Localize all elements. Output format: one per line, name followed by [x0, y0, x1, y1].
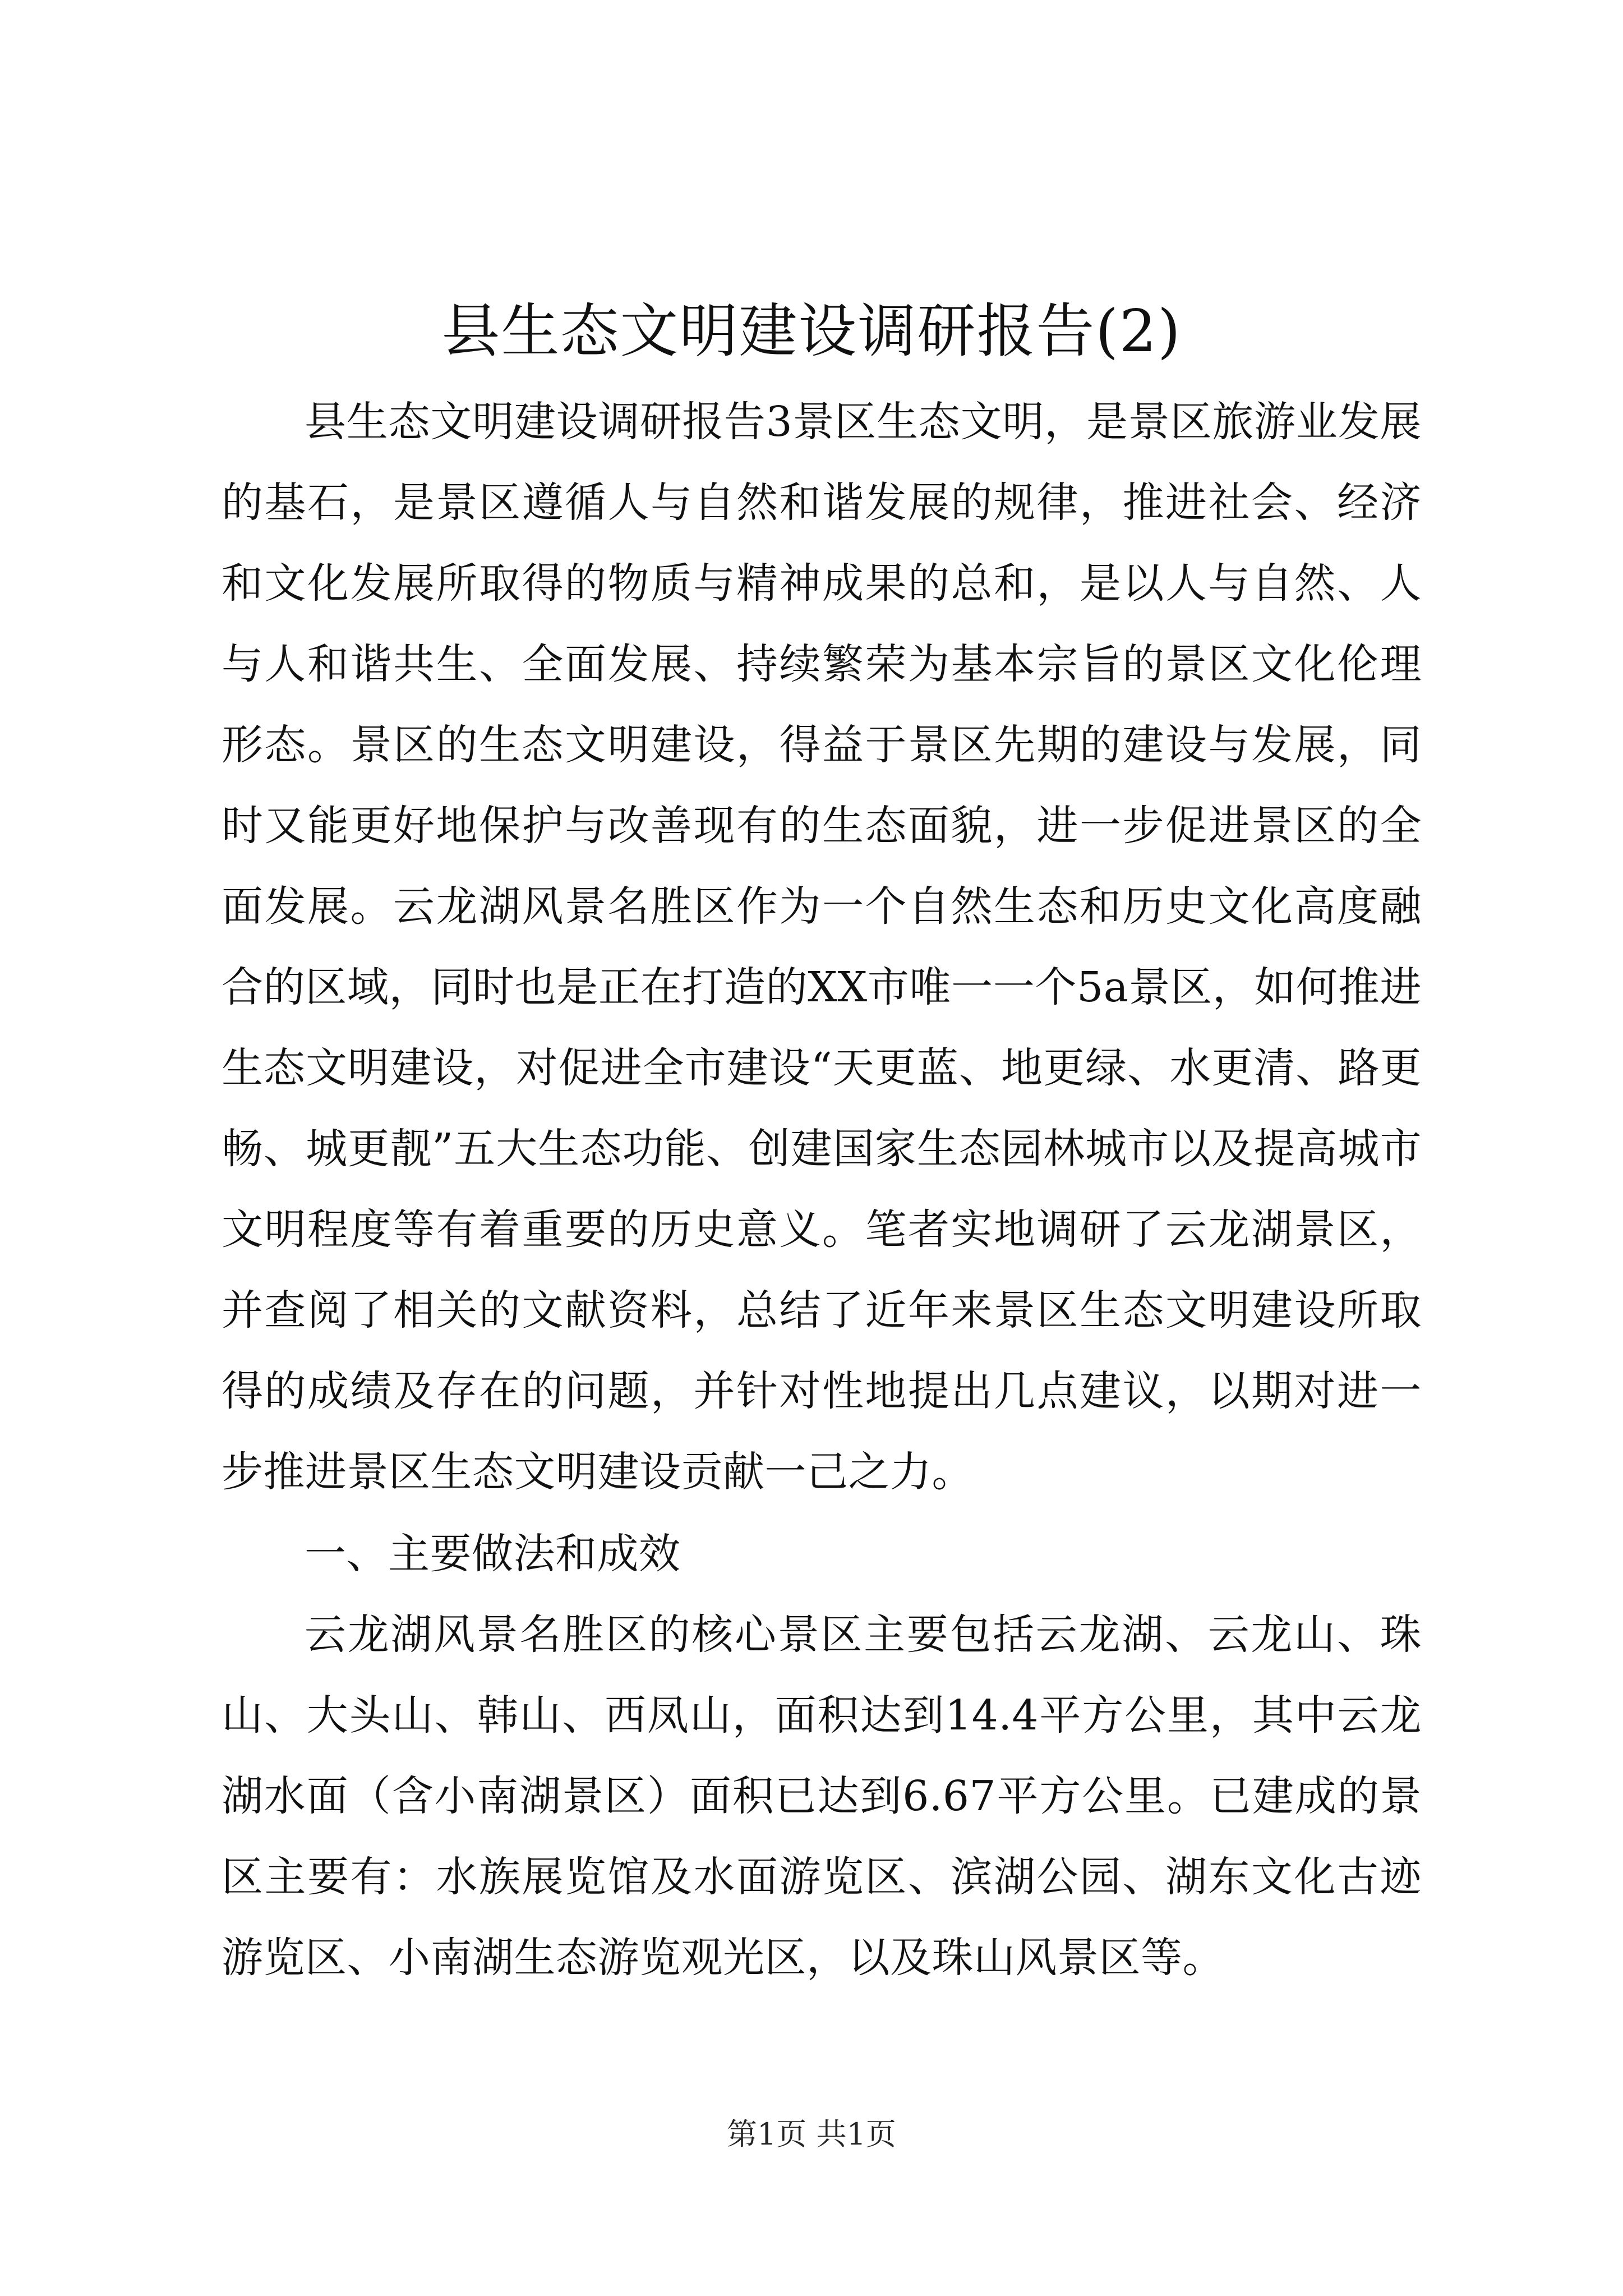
- document-body: [222, 381, 1422, 1998]
- document-title: 县生态文明建设调研报告(2): [441, 297, 1182, 365]
- section-heading: 一、主要做法和成效: [305, 1530, 681, 1578]
- section-body-paragraph: 云龙湖风景名胜区的核心景区主要包括云龙湖、云龙山、珠山、大头山、韩山、西凤山，面积达到14.4平方公里，其中云龙湖水面（含小南湖景区）面积已达到6.67平方公里。已建成的景区主要有：水族展览馆及水面游览区、滨湖公园、湖东文化古迹游览区、小南湖生态游览观光区，以及珠山风景区等。: [222, 1611, 1422, 1982]
- page-footer: 第1页 共1页: [727, 2116, 896, 2152]
- intro-paragraph: 县生态文明建设调研报告3景区生态文明，是景区旅游业发展的基石，是景区遵循人与自然和谐发展的规律，推进社会、经济和文化发展所取得的物质与精神成果的总和，是以人与自然、人与人和谐共生、全面发展、持续繁荣为基本宗旨的景区文化伦理形态。景区的生态文明建设，得益于景区先期的建设与发展，同时又能更好地保护与改善现有的生态面貌，进一步促进景区的全面发展。云龙湖风景名胜区作为一个自然生态和历史文化高度融合的区域，同时也是正在打造的XX市唯一一个5a景区，如何推进生态文明建设，对促进全市建设“天更蓝、地更绿、水更清、路更畅、城更靓”五大生态功能、创建国家生态园林城市以及提高城市文明程度等有着重要的历史意义。笔者实地调研了云龙湖景区，并查阅了相关的文献资料，总结了近年来景区生态文明建设所取得的成绩及存在的问题，并针对性地提出几点建议，以期对进一步推进景区生态文明建设贡献一己之力。: [222, 398, 1422, 1496]
